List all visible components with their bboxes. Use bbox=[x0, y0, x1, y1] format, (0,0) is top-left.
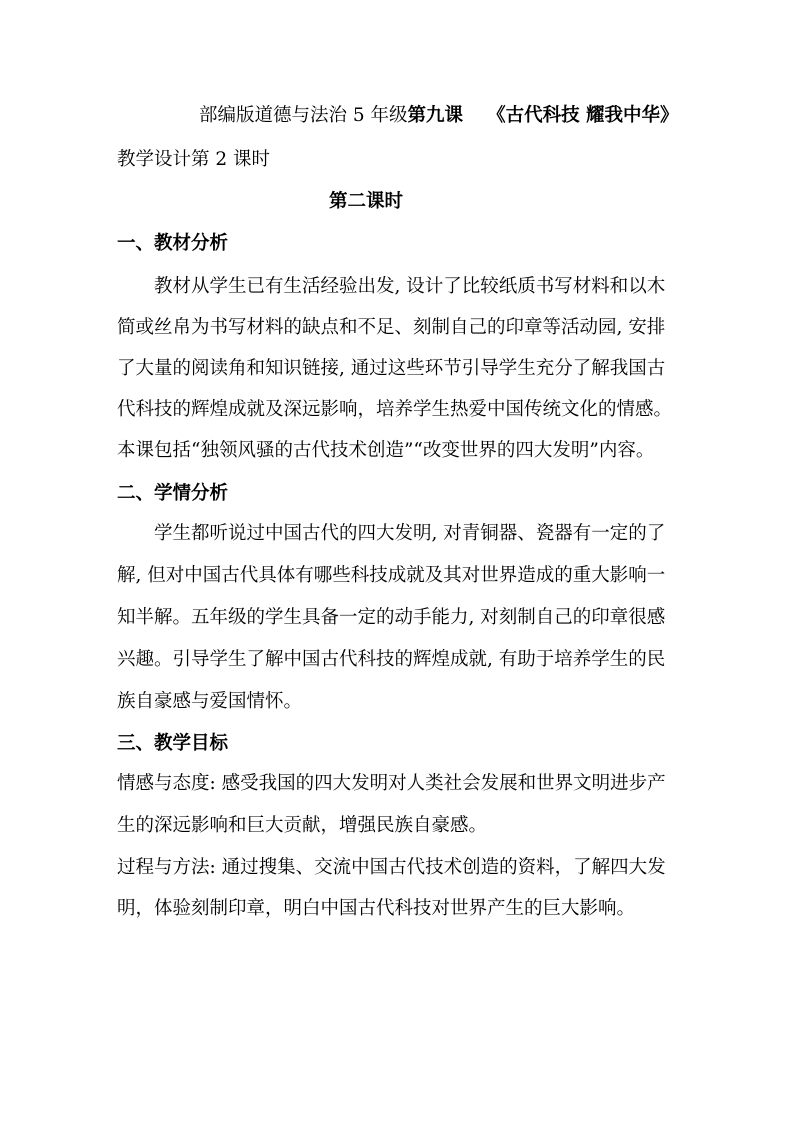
paragraph-line: 学生都听说过中国古代的四大发明, 对青铜器、瓷器有一定的了 bbox=[154, 523, 666, 544]
section-heading-student-analysis: 二、学情分析 bbox=[117, 483, 229, 504]
document-title bbox=[199, 104, 679, 128]
paragraph-line: 族自豪感与爱国情怀。 bbox=[117, 691, 303, 712]
session-heading: 第二课时 bbox=[329, 191, 404, 212]
document-subtitle: 教学设计第 2 课时 bbox=[117, 149, 271, 170]
paragraph-line: 生的深远影响和巨大贡献，增强民族自豪感。 bbox=[117, 815, 488, 836]
paragraph-line: 了大量的阅读角和知识链接, 通过这些环节引导学生充分了解我国古 bbox=[117, 358, 666, 379]
title-lesson-name: 《古代科技 耀我中华》 bbox=[487, 105, 679, 126]
paragraph-line: 教材从学生已有生活经验出发, 设计了比较纸质书写材料和以木 bbox=[154, 276, 666, 297]
section-heading-textbook-analysis: 一、教材分析 bbox=[117, 233, 229, 254]
paragraph-line: 明，体验刻制印章，明白中国古代科技对世界产生的巨大影响。 bbox=[117, 898, 636, 919]
section-heading-teaching-goals: 三、教学目标 bbox=[117, 733, 229, 754]
paragraph-line: 兴趣。引导学生了解中国古代科技的辉煌成就, 有助于培养学生的民 bbox=[117, 649, 666, 670]
paragraph-line: 本课包括“独领风骚的古代技术创造”“改变世界的四大发明”内容。 bbox=[117, 440, 655, 461]
paragraph-line: 知半解。五年级的学生具备一定的动手能力, 对刻制自己的印章很感 bbox=[117, 607, 666, 628]
title-lesson-number: 第九课 bbox=[407, 105, 464, 126]
paragraph-line: 情感与态度: 感受我国的四大发明对人类社会发展和世界文明进步产 bbox=[117, 773, 666, 794]
title-prefix: 部编版道德与法治 5 年级 bbox=[199, 105, 408, 126]
paragraph-line: 过程与方法: 通过搜集、交流中国古代技术创造的资料，了解四大发 bbox=[117, 857, 666, 878]
paragraph-line: 简或丝帛为书写材料的缺点和不足、刻制自己的印章等活动园, 安排 bbox=[117, 317, 666, 338]
paragraph-line: 代科技的辉煌成就及深远影响，培养学生热爱中国传统文化的情感。 bbox=[117, 399, 673, 420]
paragraph-line: 解, 但对中国古代具体有哪些科技成就及其对世界造成的重大影响一 bbox=[117, 565, 666, 586]
